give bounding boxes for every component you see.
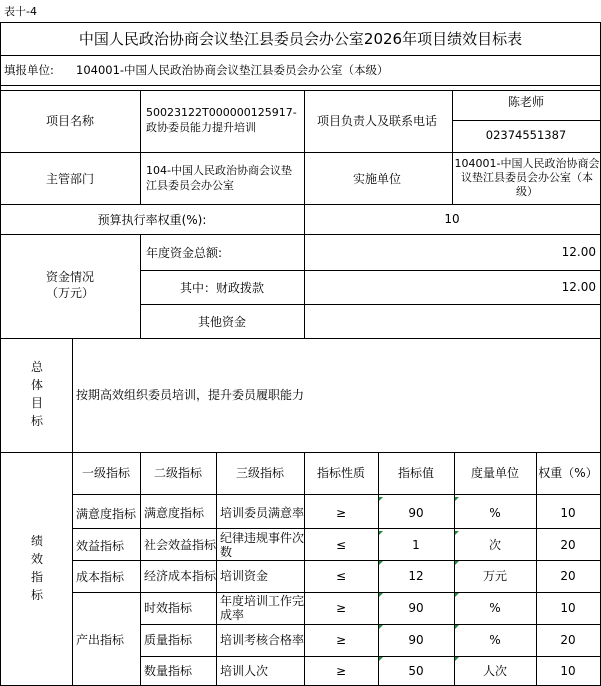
grid-line — [140, 304, 601, 305]
grid-line — [140, 270, 601, 271]
cell-marker-icon — [455, 561, 459, 565]
funds-fiscal-value: 12.00 — [561, 280, 596, 294]
perf-label: 绩效指标 — [30, 534, 43, 602]
cell-weight: 20 — [560, 633, 576, 647]
cell-marker-icon — [379, 657, 383, 661]
grid-line — [72, 338, 73, 686]
header-level1: 一级指标 — [81, 465, 130, 480]
header-weight: 权重（%） — [538, 465, 598, 480]
grid-line — [0, 152, 601, 153]
cell-l3: 培训资金 — [220, 569, 269, 583]
cell-marker-icon — [379, 593, 383, 597]
level1-output: 产出指标 — [76, 632, 125, 647]
grid-line — [72, 494, 601, 495]
funds-other-label: 其他资金 — [197, 314, 246, 329]
dept-value: 104-中国人民政治协商会议垫江县委员会办公室 — [146, 164, 292, 192]
funds-annual-label: 年度资金总额: — [146, 245, 223, 260]
fill-unit-label: 填报单位: — [4, 63, 54, 77]
cell-marker-icon — [379, 625, 383, 629]
cell-value: 90 — [408, 506, 424, 520]
budget-weight-value: 10 — [444, 212, 460, 226]
grid-line — [304, 234, 305, 338]
budget-weight-label: 预算执行率权重(%): — [97, 212, 207, 227]
page-title: 中国人民政治协商会议垫江县委员会办公室2026年项目绩效目标表 — [78, 29, 523, 48]
cell-l2: 时效指标 — [144, 601, 193, 615]
fill-unit-value: 104001-中国人民政治协商会议垫江县委员会办公室（本级） — [76, 63, 389, 77]
project-name-label: 项目名称 — [45, 113, 94, 128]
cell-value: 12 — [408, 569, 424, 583]
cell-unit: % — [489, 633, 501, 647]
cell-l2: 社会效益指标 — [144, 538, 217, 552]
cell-l3: 纪律违规事件次数 — [220, 531, 305, 559]
grid-line — [0, 338, 601, 339]
cell-weight: 20 — [560, 538, 576, 552]
cell-unit: % — [489, 506, 501, 520]
dept-label: 主管部门 — [45, 171, 94, 186]
level1-cost: 成本指标 — [76, 569, 125, 584]
cell-marker-icon — [455, 625, 459, 629]
cell-value: 50 — [408, 664, 424, 678]
cell-l2: 质量指标 — [144, 633, 193, 647]
header-value: 指标值 — [397, 465, 434, 480]
grid-line — [304, 204, 305, 234]
cell-unit: 人次 — [482, 664, 507, 678]
project-name-value: 50023122T000000125917-政协委员能力提升培训 — [146, 106, 297, 134]
grid-line — [0, 55, 601, 56]
cell-marker-icon — [379, 561, 383, 565]
funds-fiscal-label: 其中：财政拨款 — [179, 280, 264, 295]
form-code: 表十-4 — [4, 5, 37, 18]
cell-l3: 年度培训工作完成率 — [220, 594, 305, 622]
header-nature: 指标性质 — [316, 465, 365, 480]
cell-nature: ≥ — [335, 633, 347, 647]
grid-line — [0, 22, 601, 23]
cell-value: 1 — [412, 538, 420, 552]
cell-l2: 经济成本指标 — [144, 569, 217, 583]
grid-line — [140, 452, 141, 686]
cell-marker-icon — [379, 531, 383, 535]
grid-line — [0, 204, 601, 205]
cell-nature: ≥ — [335, 506, 347, 520]
level1-benefit: 效益指标 — [76, 538, 125, 553]
funds-annual-value: 12.00 — [561, 245, 596, 259]
cell-value: 90 — [408, 633, 424, 647]
overall-label: 总体目标 — [30, 360, 43, 428]
contact-phone: 02374551387 — [485, 128, 567, 142]
grid-line — [72, 592, 601, 593]
cell-weight: 10 — [560, 506, 576, 520]
grid-line — [0, 234, 601, 235]
cell-l3: 培训考核合格率 — [220, 633, 305, 647]
cell-l2: 满意度指标 — [144, 506, 205, 520]
cell-weight: 20 — [560, 569, 576, 583]
grid-line — [140, 656, 601, 657]
grid-line — [304, 90, 305, 204]
funds-other-value — [304, 304, 596, 338]
cell-nature: ≤ — [335, 538, 347, 552]
cell-value: 90 — [408, 601, 424, 615]
header-level3: 三级指标 — [235, 465, 284, 480]
funds-label: 资金情况（万元） — [45, 270, 94, 300]
grid-line — [0, 452, 601, 453]
grid-line — [0, 90, 601, 91]
impl-label: 实施单位 — [352, 171, 401, 186]
grid-line — [72, 528, 601, 529]
impl-value: 104001-中国人民政治协商会议垫江县委员会办公室（本级） — [454, 157, 600, 198]
cell-unit: 万元 — [482, 569, 507, 583]
grid-line — [452, 120, 601, 121]
cell-l2: 数量指标 — [144, 664, 193, 678]
level1-satisfaction: 满意度指标 — [75, 506, 136, 521]
cell-weight: 10 — [560, 601, 576, 615]
grid-line — [140, 90, 141, 204]
cell-weight: 10 — [560, 664, 576, 678]
contact-name: 陈老师 — [507, 94, 544, 109]
cell-marker-icon — [455, 497, 459, 501]
grid-line — [378, 452, 379, 686]
cell-marker-icon — [455, 593, 459, 597]
cell-unit: 次 — [488, 538, 501, 552]
cell-marker-icon — [379, 497, 383, 501]
grid-line — [536, 452, 537, 686]
overall-value: 按期高效组织委员培训，提升委员履职能力 — [76, 387, 305, 402]
cell-nature: ≥ — [335, 601, 347, 615]
cell-l3: 培训人次 — [220, 664, 269, 678]
header-level2: 二级指标 — [153, 465, 202, 480]
grid-line — [72, 560, 601, 561]
grid-line — [140, 234, 141, 338]
grid-line — [0, 85, 601, 86]
grid-line — [140, 624, 601, 625]
cell-nature: ≥ — [335, 664, 347, 678]
grid-line — [216, 452, 217, 686]
cell-marker-icon — [455, 531, 459, 535]
grid-line — [304, 452, 305, 686]
cell-l3: 培训委员满意率 — [220, 506, 305, 520]
cell-nature: ≤ — [335, 569, 347, 583]
cell-marker-icon — [455, 657, 459, 661]
grid-line — [452, 90, 453, 204]
header-unit: 度量单位 — [470, 465, 519, 480]
grid-line — [0, 22, 1, 686]
cell-unit: % — [489, 601, 501, 615]
contact-label: 项目负责人及联系电话 — [316, 113, 437, 128]
grid-line — [454, 452, 455, 686]
